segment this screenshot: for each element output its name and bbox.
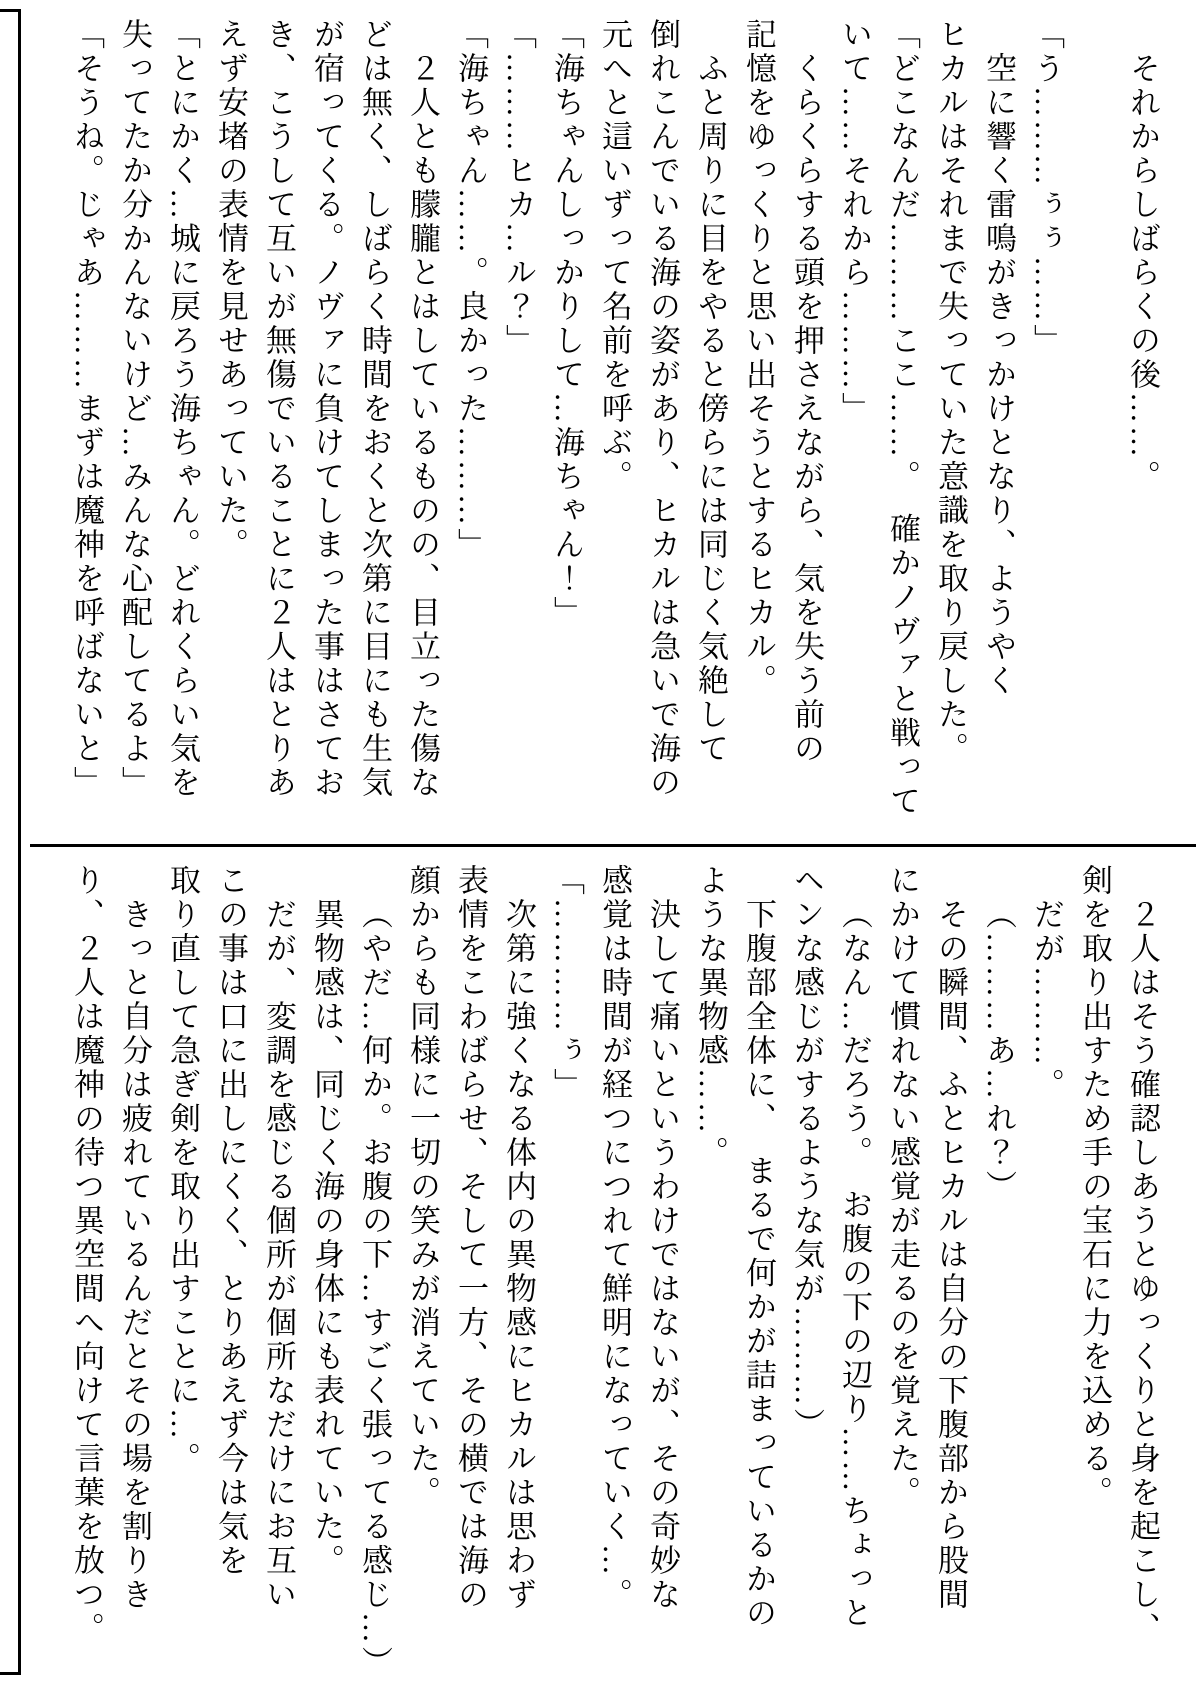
text-line: ヒカルはそれまで失っていた意識を取り戻した。 [933, 18, 968, 766]
text-line: えず安堵の表情を見せあっていた。 [213, 18, 248, 562]
bottom-text-block [62, 864, 1166, 1692]
text-line: きっと自分は疲れているんだとその場を割りき [117, 898, 152, 1612]
text-line: 「海ちゃんしっかりして…海ちゃん！」 [549, 18, 584, 630]
text-line: だが………。 [1029, 898, 1064, 1102]
text-line: この事は口に出しにくく、とりあえず今は気を [213, 864, 248, 1578]
text-line: ヘンな感じがするような気が………） [789, 864, 824, 1442]
text-line: だが、変調を感じる個所が個所なだけにお互い [261, 898, 296, 1612]
text-line: 「そうね。じゃあ………まずは魔神を呼ばないと」 [69, 18, 104, 800]
text-line: 「………ヒカ…ル？」 [501, 18, 536, 358]
text-line: それからしばらくの後……。 [1125, 52, 1160, 494]
text-line: 取り直して急ぎ剣を取り出すことに…。 [165, 864, 200, 1476]
text-line: 顔からも同様に一切の笑みが消えていた。 [405, 864, 440, 1510]
text-line [1070, 18, 1118, 850]
text-line: 空に響く雷鳴がきっかけとなり、ようやく [981, 52, 1016, 698]
text-line: その瞬間、ふとヒカルは自分の下腹部から股間 [933, 898, 968, 1612]
text-line: 記憶をゆっくりと思い出そうとするヒカル。 [741, 18, 776, 698]
page-left-border-top-tick [0, 9, 21, 12]
text-line: 「どこなんだ………ここ……。 確かノヴァと戦って [885, 18, 920, 819]
text-line: き、こうして互いが無傷でいることに２人はとりあ [261, 18, 296, 800]
text-line: 異物感は、同じく海の身体にも表れていた。 [309, 898, 344, 1578]
text-line: 「海ちゃん……。良かった………」 [453, 18, 488, 562]
text-line: 表情をこわばらせ、そして一方、その横では海の [453, 864, 488, 1612]
page-left-border [18, 9, 21, 1675]
text-line: ２人とも朦朧とはしているものの、目立った傷な [405, 52, 440, 800]
text-line: ような異物感……。 [693, 864, 728, 1170]
text-line: 下腹部全体に、 まるで何かが詰まっているかの [741, 898, 776, 1631]
text-line: 「とにかく…城に戻ろう海ちゃん。どれくらい気を [165, 18, 200, 800]
text-line: いて……それから………」 [837, 18, 872, 426]
text-line: 決して痛いというわけではないが、その奇妙な [645, 898, 680, 1612]
text-line: （………あ…れ？） [981, 898, 1016, 1204]
text-line: にかけて慣れない感覚が走るのを覚えた。 [885, 864, 920, 1510]
text-line: （なん…だろう。 お腹の下の辺り……ちょっと [837, 898, 872, 1631]
text-line: ２人はそう確認しあうとゆっくりと身を起こし、 [1125, 898, 1160, 1646]
page-left-border-bottom-tick [0, 1672, 21, 1675]
text-line: 次第に強くなる体内の異物感にヒカルは思わず [501, 898, 536, 1612]
text-line: （やだ…何か。お腹の下…すごく張ってる感じ…） [357, 898, 392, 1680]
text-line: くらくらする頭を押さえながら、気を失う前の [789, 52, 824, 766]
section-divider [30, 844, 1196, 847]
text-line: り、２人は魔神の待つ異空間へ向けて言葉を放つ。 [69, 864, 104, 1646]
text-line: 感覚は時間が経つにつれて鮮明になっていく…。 [597, 864, 632, 1612]
text-line: が宿ってくる。ノヴァに負けてしまった事はさてお [309, 18, 344, 800]
text-line: 「…………ぅ」 [549, 864, 584, 1102]
top-text-block [62, 18, 1166, 850]
text-line: 「う………ぅぅ……」 [1029, 18, 1064, 358]
text-line: 失ってたか分かんないけど…みんな心配してるよ」 [117, 18, 152, 800]
text-line: 剣を取り出すため手の宝石に力を込める。 [1077, 864, 1112, 1510]
text-line: 倒れこんでいる海の姿があり、ヒカルは急いで海の [645, 18, 680, 800]
text-line: どは無く、しばらく時間をおくと次第に目にも生気 [357, 18, 392, 800]
text-line: 元へと這いずって名前を呼ぶ。 [597, 18, 632, 494]
text-line: ふと周りに目をやると傍らには同じく気絶して [693, 52, 728, 766]
